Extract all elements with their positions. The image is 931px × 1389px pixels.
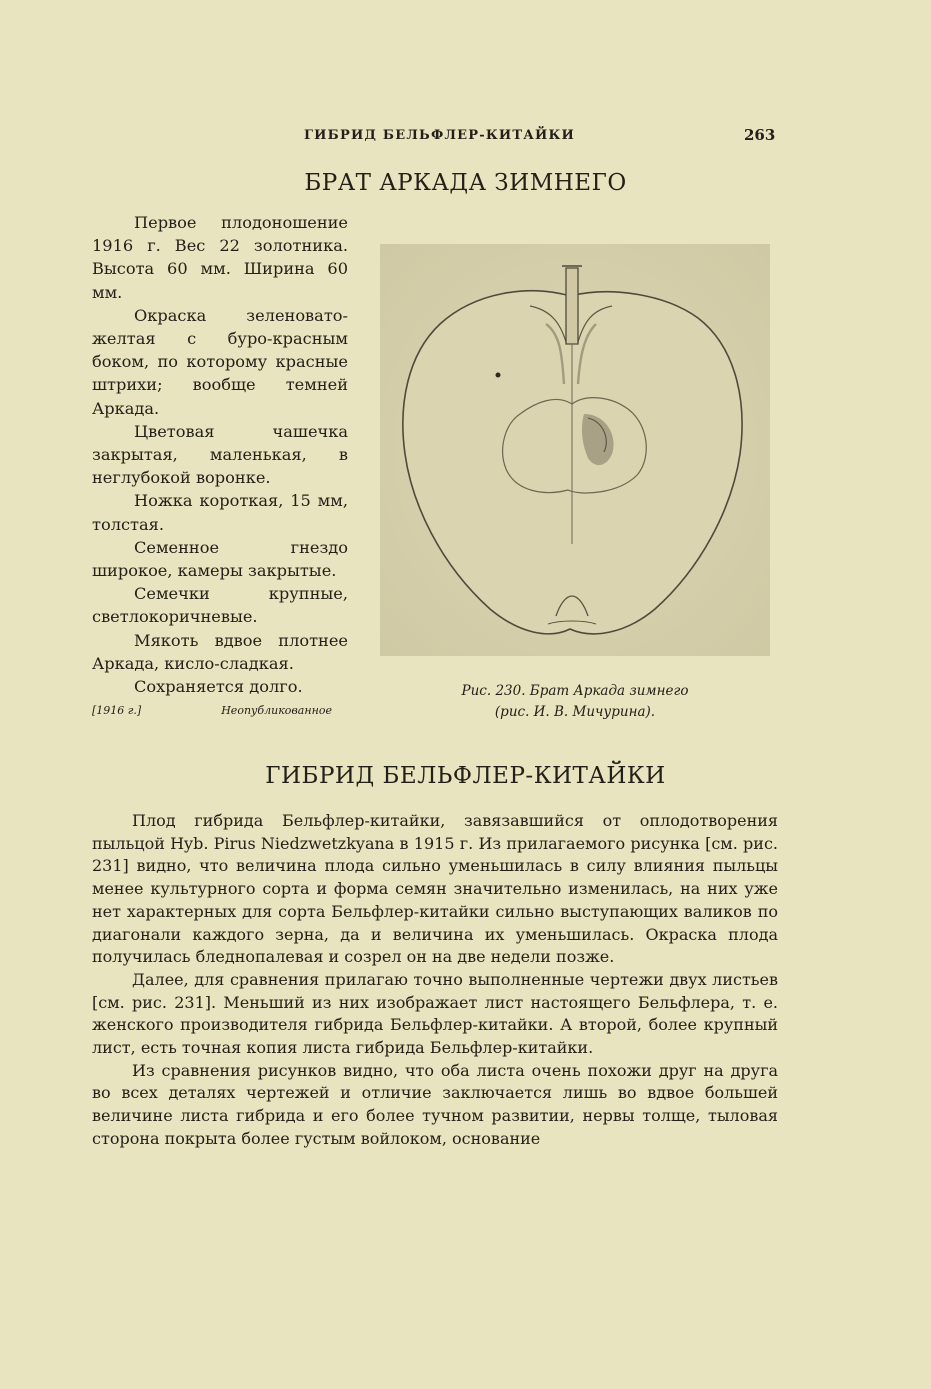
body-paragraph: Далее, для сравнения прилагаю точно выполненные чертежи двух листьев [см. рис. 231]. Меньший из них изображает лист настоящего Бельфлера, т. е. женского производителя гибрида Бельфлер-китайки. А второй, более крупный лист, есть точная копия листа гибрида Бельфлер-китайки. <box>92 969 778 1058</box>
variety-description <box>92 211 348 698</box>
source-year: [1916 г.] <box>92 704 142 717</box>
description-paragraph: Мякоть вдвое плотнее Аркада, кисло-сладкая. <box>92 630 348 673</box>
apple-cross-section-icon <box>380 244 770 656</box>
body-paragraph: Плод гибрида Бельфлер-китайки, завязавшийся от оплодотворения пыльцой Hyb. Pirus Niedzwetzkyana в 1915 г. Из прилагаемого рисунка [см. рис. 231] видно, что величина плода сильно уменьшилась в силу влияния пыльцы менее культурного сорта и форма семян значительно изменилась, на них уже нет характерных для сорта Бельфлер-китайки сильно выступающих валиков по диагонали каждого зерна, да и величина их уменьшилась. Окраска плода получилась бледнопалевая и созрел он на две недели позже. <box>92 811 778 967</box>
description-paragraph: Цветовая чашечка закрытая, маленькая, в неглубокой воронке. <box>92 421 348 488</box>
running-header: ГИБРИД БЕЛЬФЛЕР-КИТАЙКИ <box>304 128 576 143</box>
figure-caption <box>400 681 750 723</box>
description-paragraph: Ножка короткая, 15 мм, толстая. <box>92 491 348 534</box>
body-paragraph: Из сравнения рисунков видно, что оба листа очень похожи друг на друга во всех деталях чертежей и отличие заключается лишь во вдвое большей величине листа гибрида и его более тучном развитии, нервы толще, тыловая сторона покрыта более густым войлоком, основание <box>92 1060 778 1148</box>
source-note <box>92 704 332 717</box>
apple-cross-section-figure <box>380 244 770 656</box>
source-status: Неопубликованное <box>221 704 332 717</box>
section-title-brat-arkada: БРАТ АРКАДА ЗИМНЕГО <box>304 170 627 196</box>
caption-line: Рис. 230. Брат Аркада зимнего <box>461 683 689 699</box>
description-paragraph: Сохраняется долго. <box>134 677 303 697</box>
caption-line: (рис. И. В. Мичурина). <box>494 704 656 720</box>
page-number: 263 <box>744 126 776 144</box>
section-title-gibrid: ГИБРИД БЕЛЬФЛЕР-КИТАЙКИ <box>265 763 666 789</box>
section-body <box>92 810 778 1151</box>
description-paragraph: Семенное гнездо широкое, камеры закрытые. <box>92 537 348 581</box>
description-paragraph: Окраска зеленовато-желтая с буро-красным боком, по которому красные штрихи; вообще темней Аркада. <box>92 305 348 418</box>
description-paragraph: Семечки крупные, светлокоричневые. <box>92 584 348 627</box>
description-paragraph: Первое плодоношение 1916 г. Вес 22 золотника. Высота 60 мм. Ширина 60 мм. <box>92 213 348 302</box>
